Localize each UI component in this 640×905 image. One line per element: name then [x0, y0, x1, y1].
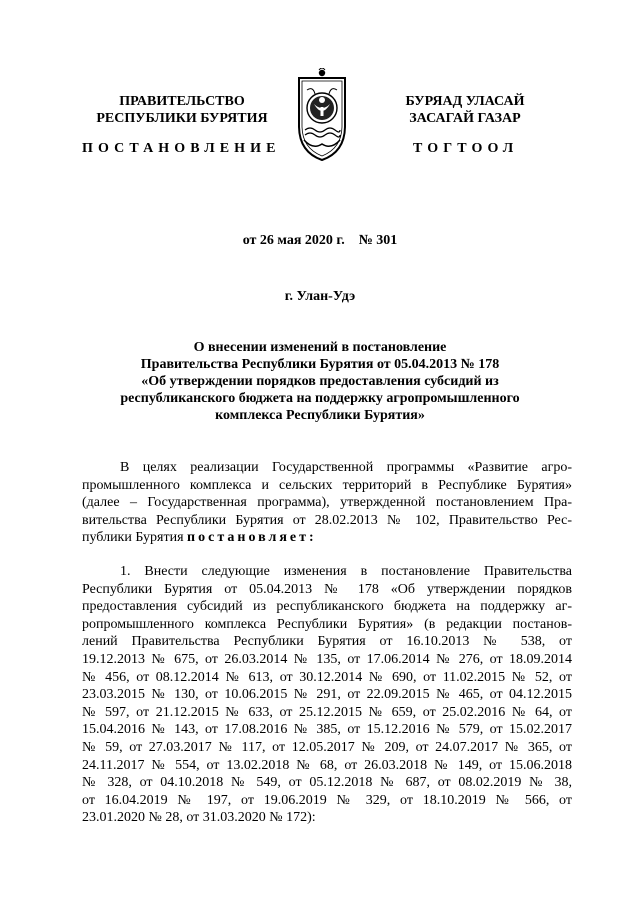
- paragraph-line: предоставления субсидий из республиканского бюджета на поддержку аг-: [82, 599, 572, 615]
- item-1-paragraph: [82, 563, 572, 827]
- decree-type-bua: ТОГТООЛ: [413, 141, 519, 156]
- decree-type-ru: ПОСТАНОВЛЕНИЕ: [82, 141, 281, 156]
- paragraph-line: (далее – Государственная программа), утвержденной постановлением Пра-: [82, 495, 572, 511]
- paragraph-line: вительства Республики Бурятия от 28.02.2013 № 102, Правительство Рес-: [82, 512, 572, 528]
- preamble-lead-text: публики Бурятия: [82, 530, 184, 546]
- government-header-bua: [370, 93, 560, 127]
- paragraph-line: 15.04.2016 № 143, от 17.08.2016 № 385, от 15.12.2016 № 579, от 15.02.2017: [82, 722, 572, 738]
- header-ru-line2: РЕСПУБЛИКИ БУРЯТИЯ: [96, 111, 268, 126]
- paragraph-line: 24.11.2017 № 554, от 13.02.2018 № 68, от 26.03.2018 № 149, от 15.06.2018: [82, 757, 572, 773]
- header-bua-line1: БУРЯАД УЛАСАЙ: [405, 94, 525, 109]
- paragraph-line: 19.12.2013 № 675, от 26.03.2014 № 135, от 17.06.2014 № 276, от 18.09.2014: [82, 651, 572, 667]
- paragraph-line: [82, 529, 572, 547]
- decree-number: № 301: [358, 233, 398, 248]
- paragraph-line: № 328, от 04.10.2018 № 549, от 05.12.2018 № 687, от 08.02.2019 № 38,: [82, 775, 572, 791]
- paragraph-line: промышленного комплекса и сельских территорий в Республике Бурятия»: [82, 477, 572, 493]
- header-bua-line2: ЗАСАГАЙ ГАЗАР: [409, 111, 521, 126]
- paragraph-line: № 59, от 27.03.2017 № 117, от 12.05.2017 № 209, от 24.07.2017 № 365, от: [82, 739, 572, 755]
- paragraph-line: В целях реализации Государственной программы «Развитие агро-: [120, 460, 572, 475]
- preamble-paragraph: [82, 459, 572, 547]
- paragraph-line: 1. Внести следующие изменения в постановление Правительства: [120, 564, 572, 579]
- paragraph-line: № 456, от 08.12.2014 № 613, от 30.12.2014 № 690, от 11.02.2015 № 52, от: [82, 669, 572, 685]
- decree-dateline: [0, 233, 640, 249]
- paragraph-line: от 16.04.2019 № 197, от 19.06.2019 № 329, от 18.10.2019 № 566, от: [82, 792, 572, 808]
- paragraph-line: Республики Бурятия от 05.04.2013 № 178 «Об утверждении порядков: [82, 581, 572, 597]
- paragraph-line: ропромышленного комплекса Республики Бурятия» (в редакции постанов-: [82, 616, 572, 632]
- paragraph-line: лений Правительства Республики Бурятия от 16.10.2013 № 538, от: [82, 634, 572, 650]
- title-line: «Об утверждении порядков предоставления субсидий из: [141, 374, 499, 389]
- title-line: О внесении изменений в постановление: [193, 340, 447, 355]
- government-header-ru: [82, 93, 282, 127]
- paragraph-line: № 597, от 21.12.2015 № 633, от 25.12.2015 № 659, от 25.02.2016 № 64, от: [82, 704, 572, 720]
- decree-title: [96, 339, 544, 424]
- paragraph-line: 23.01.2020 № 28, от 31.03.2020 № 172):: [82, 810, 316, 826]
- title-line: Правительства Республики Бурятия от 05.04.2013 № 178: [140, 357, 500, 372]
- title-line: комплекса Республики Бурятия»: [215, 408, 425, 423]
- header-ru-line1: ПРАВИТЕЛЬСТВО: [119, 94, 245, 109]
- coat-of-arms-emblem: [293, 68, 351, 164]
- decree-place: г. Улан-Удэ: [284, 289, 356, 304]
- resolves-keyword: постановляет:: [187, 530, 317, 546]
- decree-date: от 26 мая 2020 г.: [242, 233, 345, 248]
- title-line: республиканского бюджета на поддержку агропромышленного: [120, 391, 520, 406]
- paragraph-line: 23.03.2015 № 130, от 10.06.2015 № 291, от 22.09.2015 № 465, от 04.12.2015: [82, 687, 572, 703]
